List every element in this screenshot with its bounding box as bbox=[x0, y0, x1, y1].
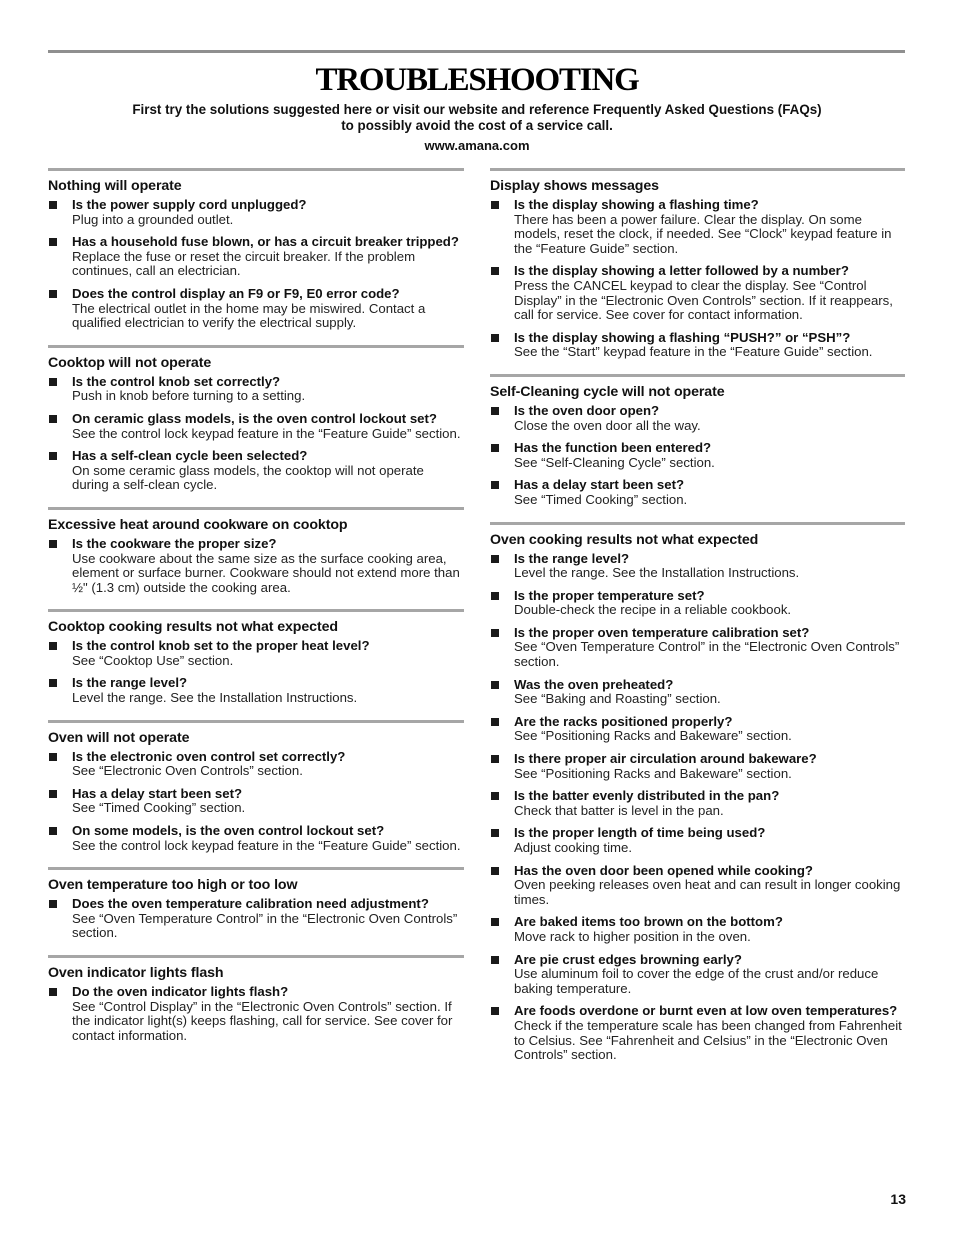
square-bullet-icon bbox=[49, 415, 57, 423]
question: Is the range level? bbox=[72, 675, 188, 691]
answer: Use cookware about the same size as the surface cooking area, element or surface burner. Cookware should not extend more than ½" (1.3 cm) outside the cooking area. bbox=[72, 550, 460, 595]
answer: Push in knob before turning to a setting. bbox=[72, 388, 306, 404]
list-item bbox=[490, 441, 905, 470]
list-item bbox=[490, 626, 905, 670]
question: On ceramic glass models, is the oven control lockout set? bbox=[72, 410, 437, 426]
section-cooktop-will-not-operate bbox=[48, 345, 464, 507]
question: Are the racks positioned properly? bbox=[514, 713, 733, 729]
question: Is the range level? bbox=[514, 550, 630, 566]
answer: See the control lock keypad feature in the “Feature Guide” section. bbox=[72, 837, 461, 853]
intro-text bbox=[0, 102, 954, 133]
list-item bbox=[48, 750, 464, 779]
right-column bbox=[490, 168, 905, 1077]
square-bullet-icon bbox=[49, 290, 57, 298]
square-bullet-icon bbox=[49, 540, 57, 548]
list-item bbox=[48, 985, 464, 1043]
square-bullet-icon bbox=[49, 827, 57, 835]
section-title: Oven will not operate bbox=[48, 729, 190, 746]
square-bullet-icon bbox=[49, 378, 57, 386]
answer: See “Cooktop Use” section. bbox=[72, 652, 234, 668]
question: Are foods overdone or burnt even at low oven temperatures? bbox=[514, 1003, 898, 1019]
list-item bbox=[490, 789, 905, 818]
square-bullet-icon bbox=[491, 867, 499, 875]
list-item bbox=[48, 824, 464, 853]
question: Has a delay start been set? bbox=[514, 477, 685, 493]
section-title: Oven temperature too high or too low bbox=[48, 877, 298, 894]
section-nothing-will-operate bbox=[48, 168, 464, 345]
list-item bbox=[490, 915, 905, 944]
answer: Double-check the recipe in a reliable cookbook. bbox=[514, 602, 792, 618]
square-bullet-icon bbox=[49, 753, 57, 761]
question: Are baked items too brown on the bottom? bbox=[514, 914, 783, 930]
square-bullet-icon bbox=[491, 481, 499, 489]
list-item bbox=[490, 478, 905, 507]
list-item bbox=[490, 404, 905, 433]
question: Is the cookware the proper size? bbox=[72, 535, 277, 551]
answer: Replace the fuse or reset the circuit breaker. If the problem continues, call an electrician. bbox=[72, 248, 416, 279]
section-title: Self-Cleaning cycle will not operate bbox=[490, 383, 725, 400]
answer: Close the oven door all the way. bbox=[514, 417, 701, 433]
list-item bbox=[490, 826, 905, 855]
answer: See “Timed Cooking” section. bbox=[514, 491, 688, 507]
answer: See “Electronic Oven Controls” section. bbox=[72, 763, 303, 779]
section-title: Display shows messages bbox=[490, 178, 659, 194]
question: Is the proper length of time being used? bbox=[514, 825, 766, 841]
square-bullet-icon bbox=[491, 334, 499, 342]
section-display-shows-messages bbox=[490, 168, 905, 374]
question: Has a self-clean cycle been selected? bbox=[72, 448, 308, 464]
section-title: Cooktop cooking results not what expected bbox=[48, 619, 338, 636]
section-title: Oven cooking results not what expected bbox=[490, 531, 759, 548]
answer: See “Positioning Racks and Bakeware” section. bbox=[514, 728, 792, 744]
answer: On some ceramic glass models, the cooktop will not operate during a self-clean cycle. bbox=[72, 462, 424, 493]
square-bullet-icon bbox=[49, 238, 57, 246]
list-item bbox=[48, 787, 464, 816]
question: Has a delay start been set? bbox=[72, 785, 243, 801]
list-item bbox=[48, 235, 464, 279]
section-oven-temperature bbox=[48, 867, 464, 955]
answer: See “Self-Cleaning Cycle” section. bbox=[514, 454, 715, 470]
answer: Move rack to higher position in the oven. bbox=[514, 928, 751, 944]
list-item bbox=[48, 198, 464, 227]
question: Is the proper oven temperature calibration set? bbox=[514, 624, 810, 640]
list-item bbox=[48, 287, 464, 331]
question: Are pie crust edges browning early? bbox=[514, 951, 742, 967]
question: Is the batter evenly distributed in the pan? bbox=[514, 788, 780, 804]
square-bullet-icon bbox=[491, 629, 499, 637]
square-bullet-icon bbox=[49, 642, 57, 650]
square-bullet-icon bbox=[49, 790, 57, 798]
answer: The electrical outlet in the home may be miswired. Contact a qualified electrician to verify the electrical supply. bbox=[72, 300, 426, 331]
answer: Adjust cooking time. bbox=[514, 840, 633, 855]
list-item bbox=[490, 1004, 905, 1062]
question: Has the function been entered? bbox=[514, 440, 712, 456]
section-title: Oven indicator lights flash bbox=[48, 965, 224, 981]
answer: See the “Start” keypad feature in the “Feature Guide” section. bbox=[514, 344, 873, 360]
list-item bbox=[490, 953, 905, 997]
list-item bbox=[48, 375, 464, 404]
square-bullet-icon bbox=[49, 900, 57, 908]
answer: See “Timed Cooking” section. bbox=[72, 800, 246, 816]
question: Has a household fuse blown, or has a circuit breaker tripped? bbox=[72, 234, 459, 250]
answer: See “Baking and Roasting” section. bbox=[514, 691, 721, 707]
question: Is the electronic oven control set correctly? bbox=[72, 748, 346, 764]
square-bullet-icon bbox=[491, 201, 499, 209]
question: Does the oven temperature calibration need adjustment? bbox=[72, 896, 429, 912]
question: Has the oven door been opened while cooking? bbox=[514, 862, 813, 878]
square-bullet-icon bbox=[49, 679, 57, 687]
answer: Oven peeking releases oven heat and can result in longer cooking times. bbox=[514, 877, 901, 907]
square-bullet-icon bbox=[491, 592, 499, 600]
square-bullet-icon bbox=[491, 1007, 499, 1015]
square-bullet-icon bbox=[491, 555, 499, 563]
section-oven-will-not-operate bbox=[48, 720, 464, 868]
question: Was the oven preheated? bbox=[514, 676, 674, 692]
list-item bbox=[48, 449, 464, 493]
list-item bbox=[48, 537, 464, 595]
answer: See “Oven Temperature Control” in the “Electronic Oven Controls” section. bbox=[72, 910, 458, 941]
list-item bbox=[490, 264, 905, 322]
square-bullet-icon bbox=[491, 956, 499, 964]
answer: Level the range. See the Installation Instructions. bbox=[72, 690, 358, 706]
question: On some models, is the oven control lockout set? bbox=[72, 823, 385, 839]
question: Is the display showing a flashing “PUSH?” or “PSH”? bbox=[514, 329, 851, 345]
list-item bbox=[490, 715, 905, 744]
square-bullet-icon bbox=[491, 407, 499, 415]
square-bullet-icon bbox=[491, 718, 499, 726]
answer: Level the range. See the Installation Instructions. bbox=[514, 565, 800, 581]
section-self-cleaning-cycle bbox=[490, 374, 905, 522]
square-bullet-icon bbox=[491, 918, 499, 926]
list-item bbox=[490, 198, 905, 256]
question: Is the display showing a flashing time? bbox=[514, 197, 759, 212]
intro-line-1: First try the solutions suggested here or visit our website and reference Frequently Asked Questions (FAQs) bbox=[132, 102, 822, 117]
square-bullet-icon bbox=[491, 267, 499, 275]
list-item bbox=[490, 752, 905, 781]
list-item bbox=[490, 331, 905, 360]
list-item bbox=[48, 412, 464, 441]
question: Does the control display an F9 or F9, E0 error code? bbox=[72, 285, 400, 301]
question: Is the display showing a letter followed by a number? bbox=[514, 263, 849, 279]
answer: See “Positioning Racks and Bakeware” section. bbox=[514, 765, 792, 781]
question: Is the power supply cord unplugged? bbox=[72, 197, 307, 212]
section-title: Excessive heat around cookware on cooktop bbox=[48, 516, 348, 533]
answer: See the control lock keypad feature in the “Feature Guide” section. bbox=[72, 425, 461, 441]
section-excessive-heat bbox=[48, 507, 464, 609]
question: Is there proper air circulation around bakeware? bbox=[514, 751, 817, 767]
list-item bbox=[490, 864, 905, 908]
list-item bbox=[48, 676, 464, 705]
section-cooktop-cooking-results bbox=[48, 609, 464, 719]
question: Is the control knob set correctly? bbox=[72, 373, 281, 389]
square-bullet-icon bbox=[491, 444, 499, 452]
square-bullet-icon bbox=[49, 988, 57, 996]
square-bullet-icon bbox=[491, 792, 499, 800]
page-title: TROUBLESHOOTING bbox=[315, 62, 639, 98]
answer: Check if the temperature scale has been changed from Fahrenheit to Celsius. See “Fahrenheit and Celsius” in the “Electronic Oven Controls” section. bbox=[514, 1017, 902, 1063]
intro-line-2: to possibly avoid the cost of a service call. bbox=[341, 117, 613, 133]
answer: See “Control Display” in the “Electronic Oven Controls” section. If the indicator light(s) keeps flashing, call for service. See cover for contact information. bbox=[72, 998, 453, 1043]
question: Do the oven indicator lights flash? bbox=[72, 984, 289, 999]
section-title: Nothing will operate bbox=[48, 178, 182, 194]
website-link[interactable]: www.amana.com bbox=[424, 138, 530, 153]
section-oven-cooking-results bbox=[490, 522, 905, 1077]
answer: Use aluminum foil to cover the edge of the crust and/or reduce baking temperature. bbox=[514, 966, 879, 996]
answer: See “Oven Temperature Control” in the “Electronic Oven Controls” section. bbox=[514, 639, 900, 670]
question: Is the control knob set to the proper heat level? bbox=[72, 638, 370, 654]
left-column bbox=[48, 168, 464, 1057]
question: Is the proper temperature set? bbox=[514, 587, 705, 603]
answer: Plug into a grounded outlet. bbox=[72, 211, 234, 227]
answer: There has been a power failure. Clear the display. On some models, reset the clock, if needed. See “Clock” keypad feature in the “Feature Guide” section. bbox=[514, 211, 892, 256]
question: Is the oven door open? bbox=[514, 402, 660, 418]
square-bullet-icon bbox=[49, 201, 57, 209]
section-title: Cooktop will not operate bbox=[48, 354, 212, 371]
answer: Press the CANCEL keypad to clear the display. See “Control Display” in the “Electronic Oven Controls” section. If it reappears, call for service. See cover for contact information. bbox=[514, 277, 893, 323]
answer: Check that batter is level in the pan. bbox=[514, 802, 724, 818]
list-item bbox=[490, 552, 905, 581]
square-bullet-icon bbox=[491, 829, 499, 837]
list-item bbox=[490, 678, 905, 707]
page-number: 13 bbox=[890, 1191, 906, 1207]
list-item bbox=[48, 897, 464, 941]
list-item bbox=[490, 589, 905, 618]
square-bullet-icon bbox=[491, 681, 499, 689]
square-bullet-icon bbox=[491, 755, 499, 763]
top-rule bbox=[48, 50, 905, 53]
square-bullet-icon bbox=[49, 452, 57, 460]
section-oven-indicator-lights bbox=[48, 955, 464, 1057]
list-item bbox=[48, 639, 464, 668]
